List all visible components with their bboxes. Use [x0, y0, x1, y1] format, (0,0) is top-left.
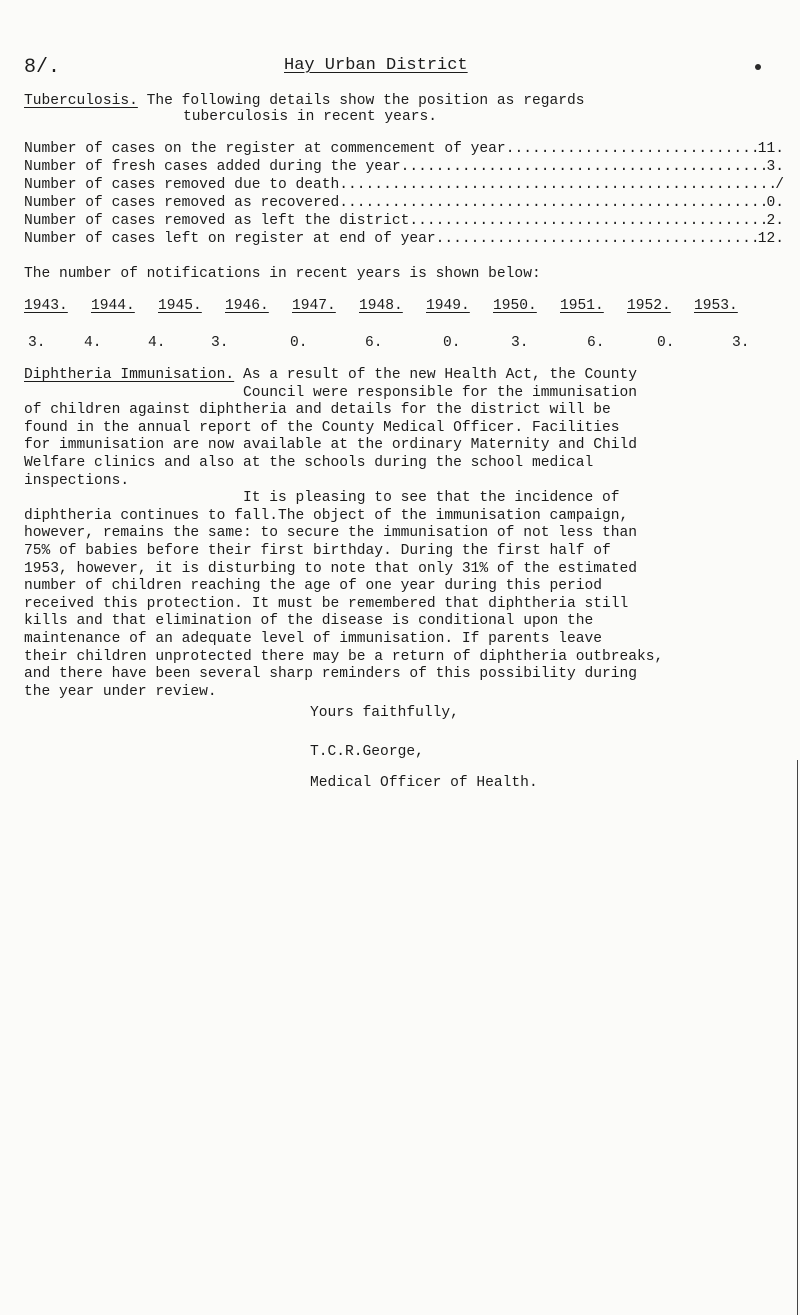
year-label: 1946.	[225, 298, 269, 314]
count-value: 0.	[657, 335, 675, 351]
count-value: 3.	[511, 335, 529, 351]
year-label: 1951.	[560, 298, 604, 314]
stat-value: 3.	[766, 159, 784, 175]
paragraph-line: Council were responsible for the immunisation	[24, 384, 638, 401]
notification-counts	[24, 335, 784, 355]
paragraph-line: for immunisation are now available at the ordinary Maternity and Child	[24, 437, 638, 454]
tuberculosis-stats	[24, 140, 784, 248]
notification-years	[24, 298, 784, 318]
tuberculosis-intro-line-2: tuberculosis in recent years.	[183, 109, 437, 125]
count-value: 6.	[365, 335, 383, 351]
year-label: 1953.	[694, 298, 738, 314]
paragraph-line: found in the annual report of the County Medical Officer. Facilities	[24, 419, 620, 436]
paragraph-line: the year under review.	[24, 683, 217, 700]
signature-title: Medical Officer of Health.	[310, 775, 538, 791]
stat-row	[24, 158, 784, 176]
paragraph-line: number of children reaching the age of one year during this period	[24, 578, 603, 595]
tuberculosis-heading: Tuberculosis.	[24, 93, 138, 109]
paragraph-line: and there have been several sharp reminders of this possibility during	[24, 666, 638, 683]
stat-row	[24, 176, 784, 194]
leader-dots	[401, 158, 767, 176]
tuberculosis-intro	[24, 93, 585, 125]
stat-value: 12.	[757, 231, 784, 247]
leader-dots	[436, 230, 758, 248]
leader-dots	[506, 140, 758, 158]
paragraph-line: As a result of the new Health Act, the County	[234, 367, 638, 383]
year-label: 1952.	[627, 298, 671, 314]
count-value: 0.	[443, 335, 461, 351]
paragraph-line: 1953, however, it is disturbing to note that only 31% of the estimated	[24, 560, 638, 577]
year-label: 1949.	[426, 298, 470, 314]
leader-dots	[409, 212, 766, 230]
stat-row	[24, 230, 784, 248]
count-value: 4.	[84, 335, 102, 351]
paragraph-line: It is pleasing to see that the incidence of	[24, 490, 620, 507]
count-value: 6.	[587, 335, 605, 351]
stat-row	[24, 194, 784, 212]
stat-label: Number of cases removed due to death	[24, 177, 340, 193]
count-value: 3.	[211, 335, 229, 351]
paragraph-line: maintenance of an adequate level of immunisation. If parents leave	[24, 630, 603, 647]
page-title: Hay Urban District	[284, 56, 468, 75]
stat-value: 11.	[757, 141, 784, 157]
stat-row	[24, 140, 784, 158]
paragraph-line: Welfare clinics and also at the schools during the school medical	[24, 454, 594, 471]
stat-label: Number of cases removed as recovered	[24, 195, 340, 211]
ink-dot	[755, 64, 761, 70]
leader-dots	[339, 194, 766, 212]
paragraph-line: diphtheria continues to fall.The object of the immunisation campaign,	[24, 507, 629, 524]
diphtheria-section	[24, 367, 790, 701]
year-label: 1948.	[359, 298, 403, 314]
diphtheria-heading: Diphtheria Immunisation.	[24, 367, 235, 383]
leader-dots	[339, 176, 775, 194]
year-label: 1944.	[91, 298, 135, 314]
paragraph-line: inspections.	[24, 472, 130, 489]
count-value: 3.	[732, 335, 750, 351]
stat-value: 2.	[766, 213, 784, 229]
notifications-intro: The number of notifications in recent years is shown below:	[24, 266, 541, 282]
signature-closing: Yours faithfully,	[310, 705, 459, 721]
page-edge-line	[797, 760, 798, 1315]
year-label: 1943.	[24, 298, 68, 314]
signature-name: T.C.R.George,	[310, 744, 424, 760]
stat-value: /	[775, 177, 784, 193]
stat-row	[24, 212, 784, 230]
paragraph-line: their children unprotected there may be a return of diphtheria outbreaks,	[24, 648, 664, 665]
paragraph-line: received this protection. It must be remembered that diphtheria still	[24, 595, 629, 612]
count-value: 0.	[290, 335, 308, 351]
stat-label: Number of cases removed as left the district	[24, 213, 410, 229]
year-label: 1947.	[292, 298, 336, 314]
paragraph-line: however, remains the same: to secure the immunisation of not less than	[24, 525, 638, 542]
tuberculosis-intro-line-1: The following details show the position as regards	[137, 93, 585, 109]
stat-value: 0.	[766, 195, 784, 211]
paragraph-line: kills and that elimination of the disease is conditional upon the	[24, 613, 594, 630]
stat-label: Number of fresh cases added during the year	[24, 159, 401, 175]
page-number: 8/.	[24, 56, 61, 79]
count-value: 4.	[148, 335, 166, 351]
year-label: 1945.	[158, 298, 202, 314]
paragraph-line: of children against diphtheria and details for the district will be	[24, 402, 611, 419]
stat-label: Number of cases left on register at end of year	[24, 231, 436, 247]
count-value: 3.	[28, 335, 46, 351]
paragraph-line: 75% of babies before their first birthday. During the first half of	[24, 542, 611, 559]
year-label: 1950.	[493, 298, 537, 314]
stat-label: Number of cases on the register at commencement of year	[24, 141, 506, 157]
